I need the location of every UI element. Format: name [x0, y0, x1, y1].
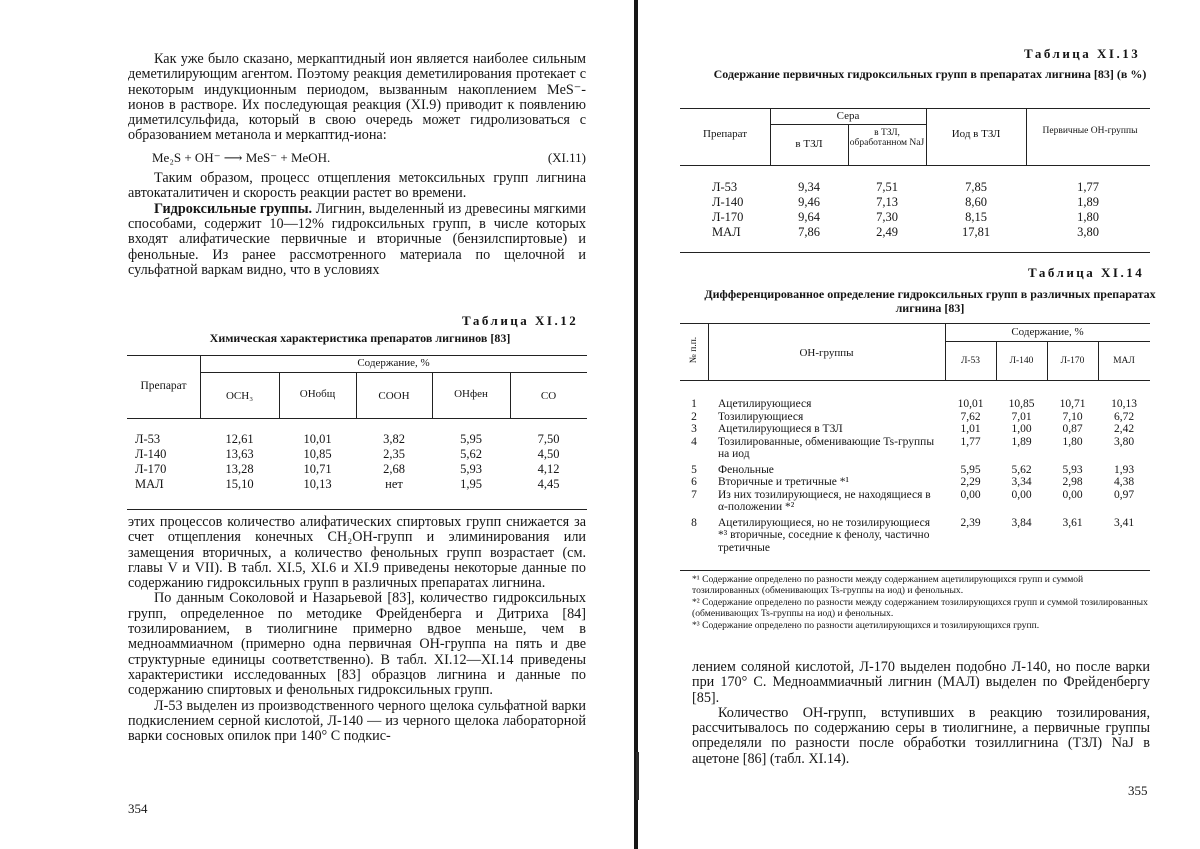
table-xi-13-number: Таблица XI.13 — [1024, 46, 1141, 61]
footnote-3: *³ Содержание определено по разности ацетилирующихся и тозилирующихся групп. — [692, 619, 1040, 631]
table-row: Л-140 9,46 7,13 8,60 1,89 — [712, 195, 1099, 209]
footnote-2: *² Содержание определено по разности между содержанием тозилирующихся групп и суммой тозилированных (обменивающих Ts-группы на иод) и фенольных. — [692, 596, 1148, 620]
table-row: Л-170 13,28 10,71 2,68 5,93 4,12 — [135, 462, 560, 476]
left-bottom-text — [128, 515, 586, 744]
page-number-left: 354 — [128, 801, 148, 816]
table-xi-14-bottom-rule — [680, 570, 1150, 571]
table-xi-14-number: Таблица XI.14 — [1028, 265, 1145, 280]
table-xi-13-col-oh: Первичные OH-группы — [1042, 126, 1138, 136]
table-xi-13-bottom-rule — [680, 252, 1150, 253]
table-row: Л-53 9,34 7,51 7,85 1,77 — [712, 180, 1099, 194]
table-row: 6 Вторичные и третичные *¹ 2,29 3,34 2,98 4,38 — [691, 476, 1135, 488]
table-xi-12-col-co: CO — [540, 390, 557, 402]
paragraph-demethylation: Как уже было сказано, меркаптидный ион является наиболее сильным деметилирующим агентом. Поэтому реакция деметилирования протекает с некоторым индукционным периодом, вызванным накоплением MeS⁻-ионов в растворе. Их последующая реакция (XI.9) приводит к появлению диметилсульфида, который в свою очередь может гидролизоваться с образованием метанола и меркаптид-иона: — [128, 51, 586, 144]
table-xi-14-col-l140: Л-140 — [1009, 356, 1034, 366]
table-xi-12-body — [127, 432, 587, 492]
paragraph-l53: Л-53 выделен из производственного черного щелока сульфатной варки подкислением серной кислотой, Л-140 — из черного щелока лабораторной варки сосновых опилок при 140° С подкис- — [128, 697, 586, 745]
table-xi-14-top-rule — [680, 323, 1150, 324]
page-number-right: 355 — [1128, 783, 1148, 798]
table-row: 2 Тозилирующиеся 7,62 7,01 7,10 6,72 — [691, 410, 1135, 423]
left-top-text — [128, 52, 586, 278]
table-row: МАЛ 15,10 10,13 нет 1,95 4,45 — [135, 477, 560, 491]
right-bottom-text — [692, 660, 1150, 767]
table-row: МАЛ 7,86 2,49 17,81 3,80 — [712, 225, 1099, 239]
table-xi-12-top-rule — [127, 355, 587, 356]
formula-number: (XI.11) — [547, 149, 586, 165]
table-xi-14-footnotes — [692, 574, 1150, 631]
table-row: Л-140 13,63 10,85 2,35 5,62 4,50 — [135, 447, 560, 461]
table-row: 4 Тозилированные, обменивающие Ts-группы на иод 1,77 1,89 1,80 3,80 — [691, 435, 1135, 460]
table-xi-14-col-l53: Л-53 — [960, 356, 981, 366]
table-xi-14-col-no: № п.п. — [689, 336, 699, 364]
formula-text: Me₂S + OH⁻ ⟶ MeS⁻ + MeOH. — [152, 149, 331, 165]
table-xi-12-col-group: Содержание, % — [357, 357, 430, 369]
table-xi-13-col-tzl: в ТЗЛ — [795, 138, 823, 150]
table-row: Л-53 12,61 10,01 3,82 5,95 7,50 — [135, 432, 560, 446]
footnote-1: *¹ Содержание определено по разности между содержанием ацетилирующихся групп и суммой тозилированных (обменивающих Ts-группы на иод) и фенольных. — [692, 574, 1084, 597]
table-xi-12-col-och3: OCH₃ — [225, 390, 254, 402]
table-xi-13-title: Содержание первичных гидроксильных групп в препаратах лигнина [83] (в %) — [713, 67, 1147, 81]
table-xi-12-title: Химическая характеристика препаратов лигнинов [83] — [209, 331, 511, 345]
table-xi-14-col-mal: МАЛ — [1113, 356, 1135, 366]
table-xi-13-col-sera: Сера — [836, 110, 860, 122]
paragraph-hydroxyl-groups — [128, 202, 586, 278]
table-xi-14-title: Дифференцированное определение гидроксильных групп в различных препаратах лигнина [83] — [704, 287, 1156, 315]
table-xi-12-bottom-rule — [127, 509, 587, 510]
formula-xi-11 — [128, 150, 586, 165]
table-row: 1 Ацетилирующиеся 10,01 10,85 10,71 10,13 — [691, 398, 1137, 410]
table-xi-12-col-oh-total: OHобщ — [299, 388, 336, 400]
table-xi-14-col-group: Содержание, % — [1011, 326, 1084, 338]
table-xi-13-col-prep: Препарат — [703, 128, 747, 140]
right-page — [600, 0, 1200, 849]
paragraph-tosylation: Количество OH-групп, вступивших в реакцию тозилирования, рассчитывалось по содержанию серы в тиолигнине, а первичные группы определяли по разности после обработки тозиллигнина (ТЗЛ) NaJ в ацетоне [86] (табл. XI.14). — [692, 704, 1150, 767]
table-xi-13-header-rule — [680, 165, 1150, 166]
table-xi-12-col-prep: Препарат — [140, 380, 187, 392]
table-xi-14-header-rule — [680, 380, 1150, 381]
table-xi-12-col-cooh: COOH — [378, 390, 410, 402]
table-xi-14-col-oh: OH-группы — [799, 347, 854, 359]
paragraph-hydroxyl-text: Лигнин, выделенный из древесины мягкими способами, содержит 10—12% гидроксильных групп, в числе которых входят алифатические первичные и вторичные (бензилспиртовые) и фенольные. Из ранее рассмотренного материала по щелочной и сульфатной варкам видно, что в условиях — [128, 200, 586, 278]
paragraph-l170: лением соляной кислотой, Л-170 выделен подобно Л-140, но после варки при 170° С. Медноаммиачный лигнин (МАЛ) выделен по Фрейденбергу [85]. — [692, 659, 1150, 706]
table-xi-13-vrule-4 — [1026, 108, 1027, 165]
table-xi-12-number: Таблица XI.12 — [462, 313, 579, 328]
table-xi-14-col-l170: Л-170 — [1060, 356, 1085, 366]
paragraph-aliphatic: этих процессов количество алифатических спиртовых групп снижается за счет отщепления конечных CH₂OH-групп и элиминирования или замещения вторичных, а количество фенольных групп возрастает (см. главы V и VII). В табл. XI.5, XI.6 и XI.9 приведены некоторые данные по содержанию гидроксильных групп в различных препаратах лигнина. — [128, 514, 586, 592]
table-xi-12-group-rule — [200, 372, 587, 373]
paragraph-autocatalysis: Таким образом, процесс отщепления метоксильных групп лигнина автокаталитичен и скорость реакции растет во времени. — [128, 170, 586, 202]
table-xi-13-body — [680, 180, 1150, 240]
table-row: 3 Ацетилирующиеся в ТЗЛ 1,01 1,00 0,87 2,42 — [691, 423, 1135, 435]
paragraph-sokolova: По данным Соколовой и Назарьевой [83], количество гидроксильных групп, определенное по методике Фрейденберга и Дитриха [84] тозилированием, в тиолигнине примерно вдвое меньше, чем в медноаммиачном (примерно одна первичная OH-группа на пять и две структурные единицы соответственно). В табл. XI.12—XI.14 приведены характеристики исследованных [83] образцов лигнина и данные по содержанию спиртовых и фенольных гидроксильных групп. — [128, 590, 586, 699]
table-row: 8 Ацетилирующиеся, но не тозилирующиеся *³ вторичные, соседние к фенолу, частично третичные 2,39 3,84 3,61 3,41 — [691, 516, 1135, 554]
table-xi-13-top-rule — [680, 108, 1150, 109]
table-xi-14-body — [680, 398, 1150, 554]
table-row: 7 Из них тозилирующиеся, не находящиеся в α-положении *² 0,00 0,00 0,00 0,97 — [691, 488, 1135, 513]
section-heading-hydroxyl: Гидроксильные группы. — [154, 200, 313, 217]
table-row: 5 Фенольные 5,95 5,62 5,93 1,93 — [691, 463, 1135, 476]
table-row: Л-170 9,64 7,30 8,15 1,80 — [712, 210, 1099, 224]
table-xi-13-col-tzl-naj: в ТЗЛ, обработанном NaJ — [849, 128, 925, 148]
table-xi-13-col-iod: Иод в ТЗЛ — [951, 128, 1001, 140]
table-xi-12-col-oh-phen: OHфен — [454, 388, 488, 400]
table-xi-12-header-rule — [127, 418, 587, 419]
